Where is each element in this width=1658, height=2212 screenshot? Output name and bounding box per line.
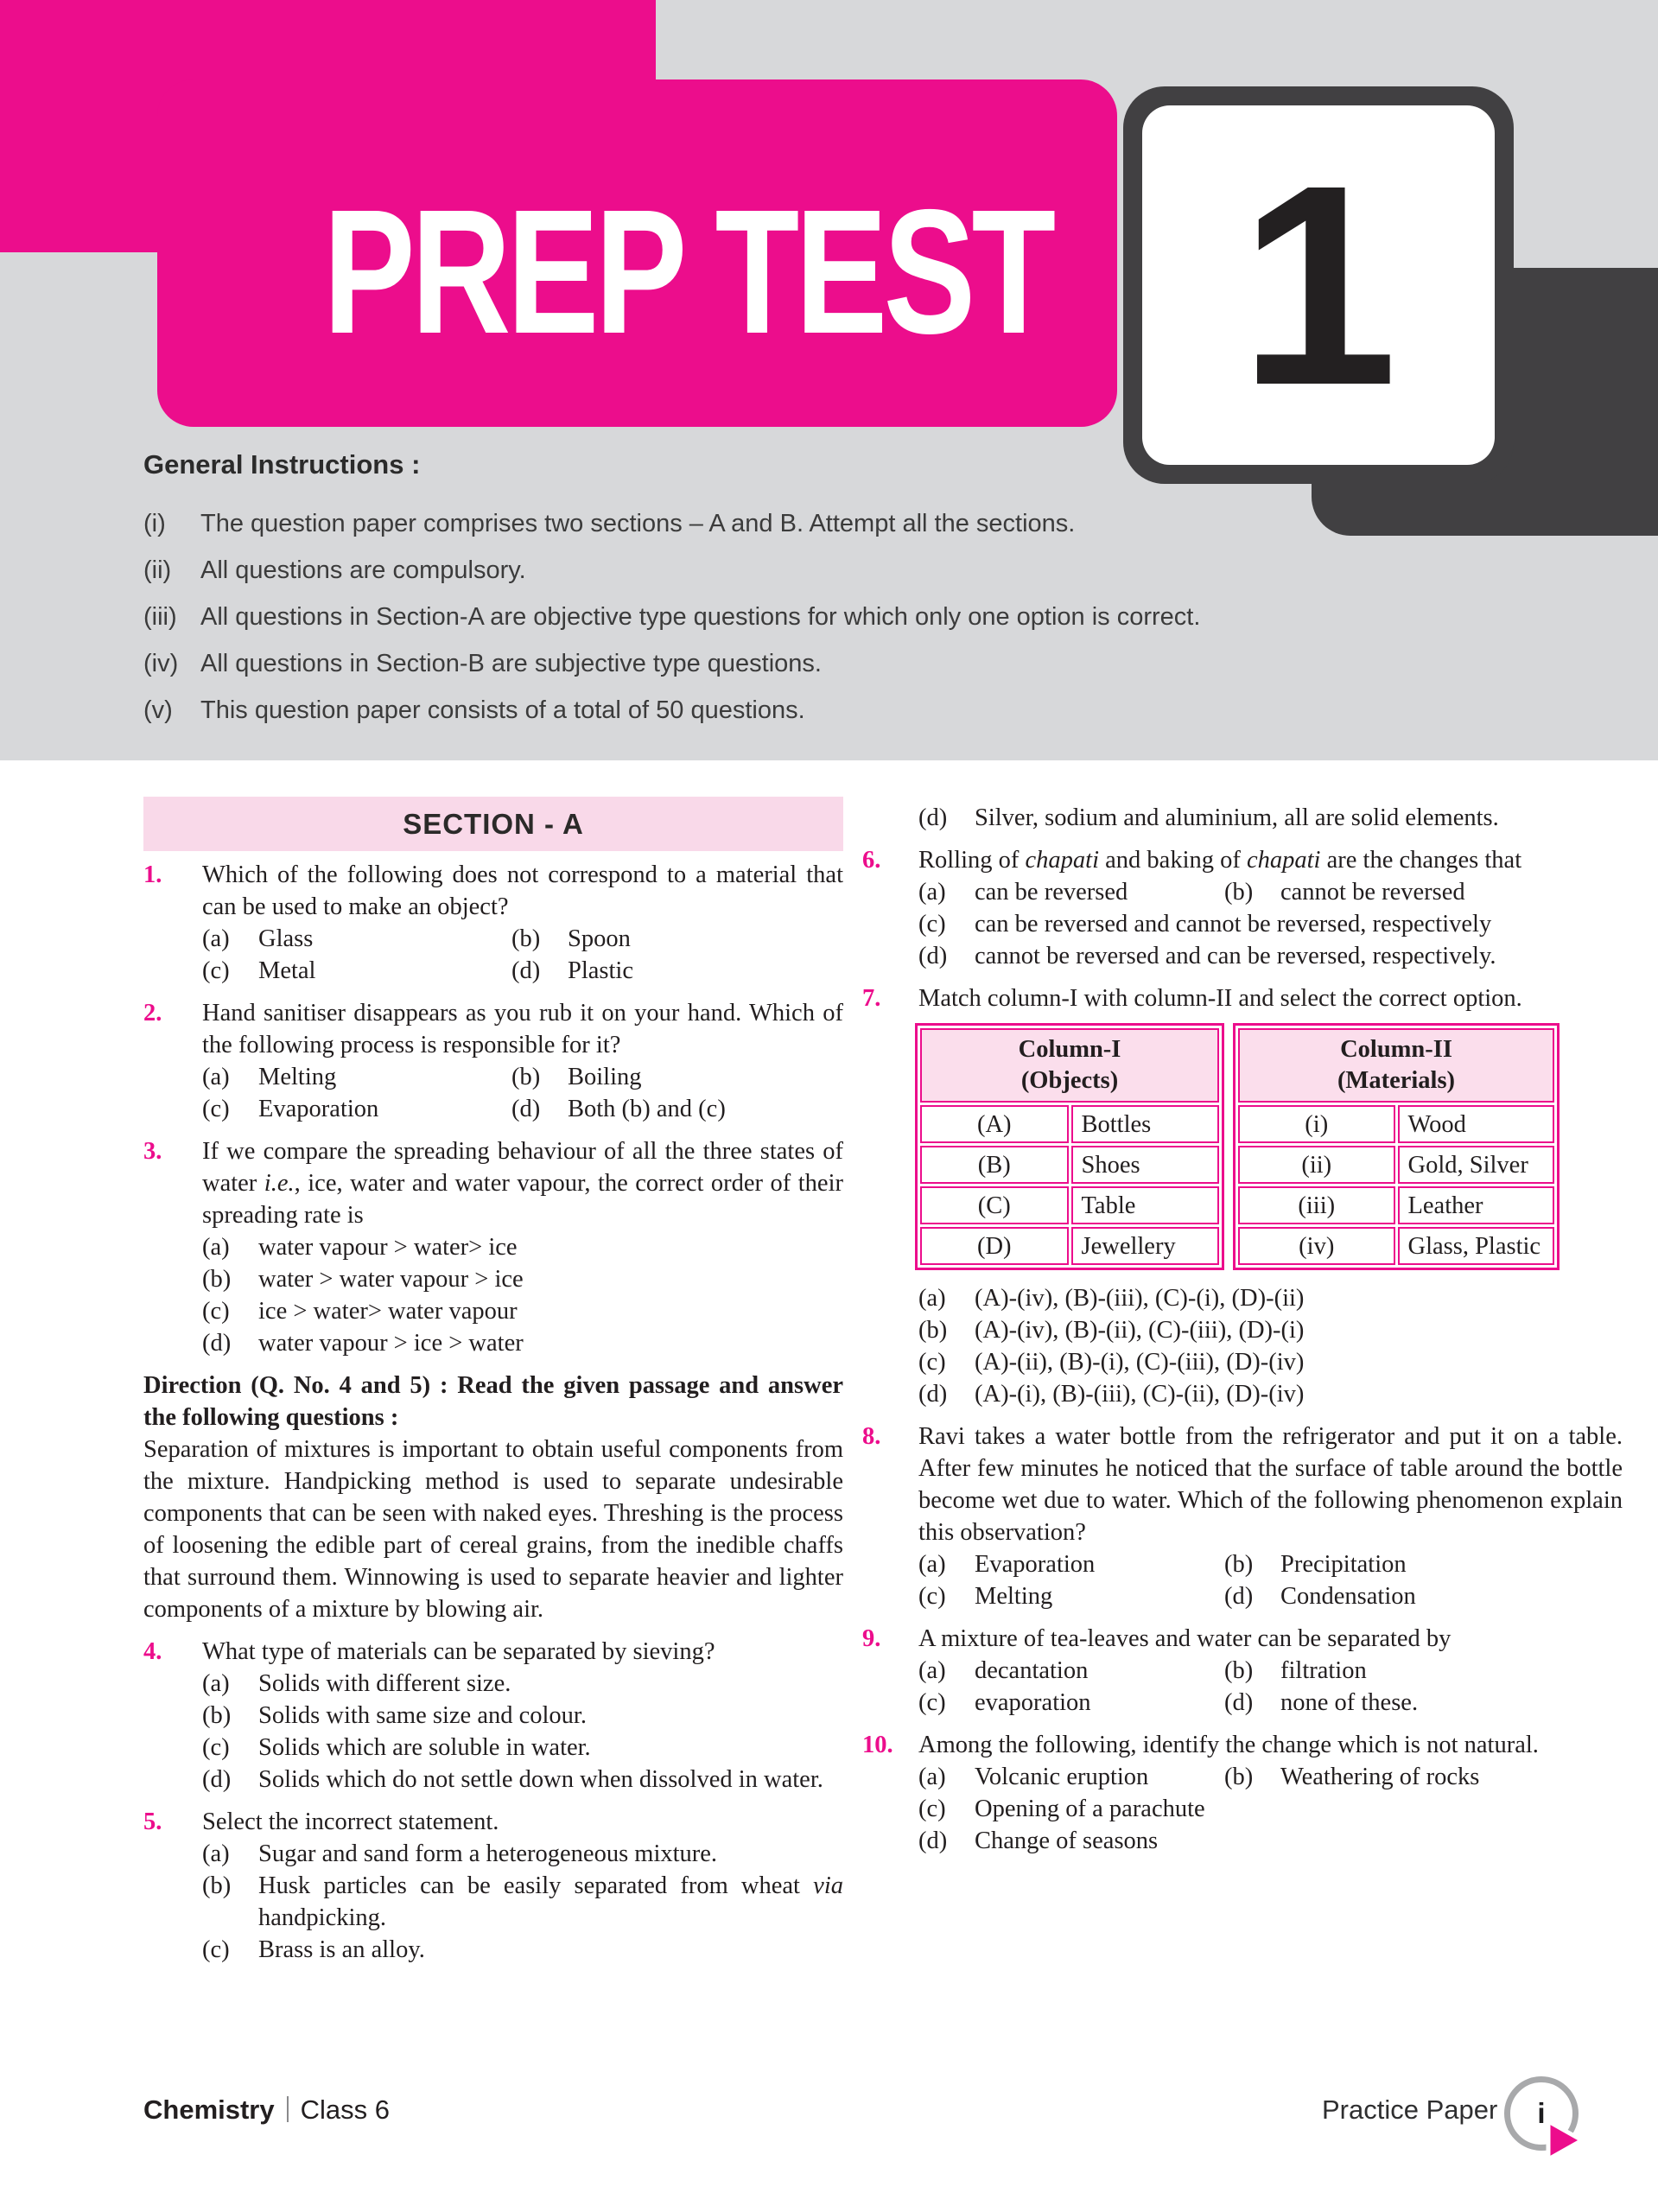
- option-label: (d): [918, 1381, 948, 1408]
- italic-text: chapati: [1246, 847, 1321, 874]
- option-b: [1224, 1548, 1623, 1580]
- question-text: Ravi takes a water bottle from the refrigerator and put it on a table. After few minutes he noticed that the surface of table around the bottle become wet due to water. Which of the following phenomenon explain this observation?: [918, 1423, 1623, 1546]
- option-d: [918, 1378, 1623, 1410]
- option-text: Solids with different size.: [258, 1670, 511, 1697]
- option-d: [1224, 1580, 1623, 1612]
- instruction-text: This question paper consists of a total of 50 questions.: [200, 696, 805, 724]
- option-d: [918, 1825, 1623, 1857]
- column-1-header: [920, 1028, 1219, 1103]
- option-text: Opening of a parachute: [975, 1796, 1205, 1822]
- question-7: [862, 982, 1623, 1410]
- options-grid: [918, 1548, 1623, 1612]
- option-label: (b): [202, 1872, 232, 1899]
- option-a: [918, 1282, 1623, 1314]
- text-part: and baking of: [1099, 847, 1247, 874]
- option-text: water > water vapour > ice: [258, 1266, 524, 1293]
- footer-divider: [287, 2096, 289, 2122]
- options-grid: [202, 1061, 843, 1125]
- instruction-text: All questions in Section-A are objective type questions for which only one option is correct.: [200, 603, 1201, 631]
- header-line: Column-I: [1018, 1036, 1121, 1063]
- instructions-heading: General Instructions :: [143, 449, 421, 480]
- option-label: (a): [202, 925, 230, 952]
- question-number: 2.: [143, 1000, 162, 1027]
- option-label: (a): [202, 1234, 230, 1261]
- row-value: Shoes: [1071, 1146, 1220, 1184]
- option-text: Evaporation: [258, 1096, 379, 1122]
- option-text: Solids with same size and colour.: [258, 1702, 587, 1729]
- option-text: Solids which are soluble in water.: [258, 1734, 591, 1761]
- option-label: (d): [1224, 1583, 1254, 1610]
- option-text: Condensation: [1280, 1583, 1416, 1610]
- italic-text: i.e.: [264, 1170, 295, 1197]
- text-part: , ice, water and water vapour, the correct order of their spreading rate is: [202, 1170, 843, 1229]
- option-a: [202, 923, 511, 955]
- option-b: [511, 923, 843, 955]
- option-text: Glass: [258, 925, 314, 952]
- option-c: [202, 1934, 843, 1966]
- option-c: [202, 1732, 843, 1764]
- option-text: Spoon: [568, 925, 631, 952]
- instruction-item: [143, 648, 1258, 680]
- table-row: [920, 1146, 1219, 1184]
- option-a: [918, 1655, 1224, 1687]
- instruction-label: (iii): [143, 603, 177, 631]
- question-text: [202, 1135, 843, 1231]
- question-number: 6.: [862, 847, 881, 874]
- option-text: [258, 1870, 843, 1934]
- table-row: [1238, 1186, 1554, 1224]
- option-text: Evaporation: [975, 1551, 1096, 1578]
- question-text: Which of the following does not correspond to a material that can be used to make an object?: [202, 861, 843, 920]
- page-title: PREP TEST: [323, 173, 1052, 371]
- option-label: (a): [918, 1657, 946, 1684]
- passage-text: Separation of mixtures is important to obtain useful components from the mixture. Handpicking method is used to separate undesirable components that can be seen with naked eyes. Threshing is the process of loosening the edible part of cereal grains, from the inedible chaffs that surround them. Winnowing is used to separate heavier and lighter components of a mixture by blowing air.: [143, 1436, 843, 1623]
- option-text: Brass is an alloy.: [258, 1936, 425, 1963]
- option-text: Volcanic eruption: [975, 1764, 1149, 1790]
- option-d: [202, 1764, 843, 1796]
- option-b: [202, 1263, 843, 1295]
- option-d: [918, 802, 1623, 834]
- option-a: [202, 1668, 843, 1700]
- header-line: (Materials): [1337, 1067, 1456, 1094]
- page-arrow-icon: [1543, 2117, 1588, 2164]
- option-label: (d): [918, 943, 948, 969]
- option-label: (b): [511, 925, 541, 952]
- text-part: Husk particles can be easily separated from wheat: [258, 1872, 814, 1899]
- question-text: Match column-I with column-II and select the correct option.: [918, 985, 1522, 1012]
- footer-label: Practice Paper: [1322, 2094, 1498, 2125]
- instruction-text: The question paper comprises two sections – A and B. Attempt all the sections.: [200, 510, 1076, 537]
- column-2-header: [1238, 1028, 1554, 1103]
- option-text: water vapour > water> ice: [258, 1234, 518, 1261]
- row-label: (C): [920, 1186, 1069, 1224]
- option-label: (c): [918, 911, 946, 938]
- options-grid: [918, 876, 1623, 908]
- instruction-label: (i): [143, 510, 166, 537]
- option-label: (a): [918, 1764, 946, 1790]
- text-part: are the changes that: [1320, 847, 1522, 874]
- option-b: [1224, 876, 1623, 908]
- option-d: [511, 1093, 843, 1125]
- option-label: (d): [918, 1827, 948, 1854]
- option-label: (a): [202, 1064, 230, 1090]
- option-text: can be reversed: [975, 879, 1128, 906]
- option-label: (a): [918, 1551, 946, 1578]
- option-label: (c): [918, 1689, 946, 1716]
- question-2: [143, 997, 843, 1125]
- option-b: [918, 1314, 1623, 1346]
- direction-note: Direction (Q. No. 4 and 5) : Read the given passage and answer the following questions :: [143, 1372, 843, 1431]
- row-label: (iii): [1238, 1186, 1395, 1224]
- option-a: [918, 1761, 1224, 1793]
- instruction-text: All questions are compulsory.: [200, 556, 526, 584]
- question-text: What type of materials can be separated by sieving?: [202, 1638, 715, 1665]
- option-text: filtration: [1280, 1657, 1367, 1684]
- option-label: (d): [202, 1330, 232, 1357]
- row-label: (i): [1238, 1105, 1395, 1143]
- option-label: (c): [202, 957, 230, 984]
- option-text: (A)-(ii), (B)-(i), (C)-(iii), (D)-(iv): [975, 1349, 1305, 1376]
- question-5-option-d-continued: [862, 802, 1623, 834]
- column-2-table: [1233, 1023, 1560, 1270]
- option-b: [202, 1870, 843, 1934]
- question-text: Among the following, identify the change which is not natural.: [918, 1732, 1539, 1758]
- subject-name: Chemistry: [143, 2094, 275, 2125]
- row-value: Gold, Silver: [1398, 1146, 1555, 1184]
- question-1: [143, 859, 843, 987]
- general-instructions: [143, 449, 1258, 741]
- option-text: (A)-(iv), (B)-(iii), (C)-(i), (D)-(ii): [975, 1285, 1305, 1312]
- left-column: [143, 859, 843, 1976]
- option-label: (b): [202, 1266, 232, 1293]
- option-text: (A)-(iv), (B)-(ii), (C)-(iii), (D)-(i): [975, 1317, 1305, 1344]
- option-text: cannot be reversed and can be reversed, respectively.: [975, 943, 1496, 969]
- option-a: [918, 876, 1224, 908]
- row-label: (ii): [1238, 1146, 1395, 1184]
- question-number: 1.: [143, 861, 162, 888]
- option-label: (a): [202, 1840, 230, 1867]
- question-number: 4.: [143, 1638, 162, 1665]
- question-number-spacer: [862, 802, 918, 834]
- option-text: cannot be reversed: [1280, 879, 1465, 906]
- instruction-item: [143, 555, 1258, 587]
- option-label: (c): [202, 1096, 230, 1122]
- option-label: (c): [202, 1936, 230, 1963]
- row-label: (A): [920, 1105, 1069, 1143]
- option-text: Precipitation: [1280, 1551, 1407, 1578]
- option-text: Plastic: [568, 957, 633, 984]
- option-label: (d): [202, 1766, 232, 1793]
- option-label: (b): [918, 1317, 948, 1344]
- question-text: Select the incorrect statement.: [202, 1808, 499, 1835]
- column-1-table: [915, 1023, 1224, 1270]
- option-text: decantation: [975, 1657, 1089, 1684]
- option-c: [918, 1346, 1623, 1378]
- instruction-label: (ii): [143, 556, 172, 584]
- option-c: [202, 1295, 843, 1327]
- option-text: Boiling: [568, 1064, 642, 1090]
- option-text: (A)-(i), (B)-(iii), (C)-(ii), (D)-(iv): [975, 1381, 1305, 1408]
- option-label: (d): [918, 804, 948, 831]
- question-3: [143, 1135, 843, 1359]
- option-text: Melting: [975, 1583, 1053, 1610]
- option-text: can be reversed and cannot be reversed, respectively: [975, 911, 1492, 938]
- question-number: 7.: [862, 985, 881, 1012]
- instruction-item: [143, 601, 1258, 633]
- question-number: 5.: [143, 1808, 162, 1835]
- option-text: ice > water> water vapour: [258, 1298, 518, 1325]
- question-text: Hand sanitiser disappears as you rub it on your hand. Which of the following process is responsible for it?: [202, 1000, 843, 1058]
- option-text: water vapour > ice > water: [258, 1330, 524, 1357]
- option-text: Change of seasons: [975, 1827, 1159, 1854]
- question-8: [862, 1421, 1623, 1612]
- question-6: [862, 844, 1623, 972]
- row-label: (iv): [1238, 1227, 1395, 1265]
- text-part: Rolling of: [918, 847, 1026, 874]
- row-label: (B): [920, 1146, 1069, 1184]
- instruction-item: [143, 508, 1258, 540]
- option-label: (b): [1224, 1764, 1254, 1790]
- option-text: Weathering of rocks: [1280, 1764, 1480, 1790]
- option-c: [918, 1580, 1224, 1612]
- option-d: [202, 1327, 843, 1359]
- option-a: [202, 1061, 511, 1093]
- row-value: Jewellery: [1071, 1227, 1220, 1265]
- row-value: Table: [1071, 1186, 1220, 1224]
- question-4: [143, 1636, 843, 1796]
- option-text: Solids which do not settle down when dissolved in water.: [258, 1766, 823, 1793]
- question-5: [143, 1806, 843, 1966]
- option-c: [918, 908, 1623, 940]
- right-column: [862, 802, 1623, 1867]
- header-line: (Objects): [1020, 1067, 1119, 1094]
- option-label: (a): [202, 1670, 230, 1697]
- instruction-label: (v): [143, 696, 173, 724]
- question-9: [862, 1623, 1623, 1719]
- option-text: Sugar and sand form a heterogeneous mixture.: [258, 1840, 718, 1867]
- options-grid: [918, 1655, 1623, 1719]
- question-text: [918, 844, 1623, 876]
- header-line: Column-II: [1340, 1036, 1452, 1063]
- option-d: [511, 955, 843, 987]
- option-label: (b): [1224, 1551, 1254, 1578]
- table-row: [1238, 1146, 1554, 1184]
- option-label: (d): [511, 1096, 541, 1122]
- option-label: (b): [1224, 1657, 1254, 1684]
- row-value: Bottles: [1071, 1105, 1220, 1143]
- option-text: none of these.: [1280, 1689, 1419, 1716]
- table-row: [1238, 1105, 1554, 1143]
- option-c: [918, 1793, 1623, 1825]
- options-grid: [202, 923, 843, 987]
- option-a: [202, 1838, 843, 1870]
- table-row: [920, 1105, 1219, 1143]
- option-b: [1224, 1655, 1623, 1687]
- italic-text: via: [813, 1872, 843, 1899]
- instruction-label: (iv): [143, 650, 179, 677]
- table-row: [920, 1227, 1219, 1265]
- option-text: Both (b) and (c): [568, 1096, 726, 1122]
- text-part: handpicking.: [258, 1904, 387, 1931]
- test-number-badge: 1: [1142, 105, 1495, 465]
- option-text: evaporation: [975, 1689, 1091, 1716]
- text-part: If we compare the spreading behaviour of all the three states of water: [202, 1138, 843, 1197]
- row-value: Glass, Plastic: [1398, 1227, 1555, 1265]
- option-label: (d): [511, 957, 541, 984]
- class-label: Class 6: [300, 2094, 390, 2125]
- question-text: A mixture of tea-leaves and water can be separated by: [918, 1625, 1452, 1652]
- option-text: Melting: [258, 1064, 337, 1090]
- option-label: (b): [202, 1702, 232, 1729]
- option-c: [202, 955, 511, 987]
- option-label: (c): [918, 1583, 946, 1610]
- question-number: 10.: [862, 1732, 893, 1758]
- option-label: (c): [918, 1349, 946, 1376]
- italic-text: chapati: [1025, 847, 1100, 874]
- option-label: (a): [918, 1285, 946, 1312]
- option-b: [202, 1700, 843, 1732]
- options-grid: [918, 1761, 1623, 1793]
- table-row: [920, 1186, 1219, 1224]
- option-d: [1224, 1687, 1623, 1719]
- section-a-heading: SECTION - A: [143, 797, 843, 851]
- page-number-circle: i: [1504, 2076, 1579, 2151]
- question-number: 3.: [143, 1138, 162, 1165]
- row-value: Leather: [1398, 1186, 1555, 1224]
- footer-subject: [143, 2094, 390, 2126]
- instruction-text: All questions in Section-B are subjective type questions.: [200, 650, 822, 677]
- option-d: [918, 940, 1623, 972]
- question-10: [862, 1729, 1623, 1857]
- option-b: [511, 1061, 843, 1093]
- table-row: [1238, 1227, 1554, 1265]
- option-c: [202, 1093, 511, 1125]
- option-label: (c): [202, 1298, 230, 1325]
- option-label: (a): [918, 879, 946, 906]
- instruction-item: [143, 695, 1258, 727]
- option-a: [918, 1548, 1224, 1580]
- option-label: (b): [1224, 879, 1254, 906]
- question-number: 9.: [862, 1625, 881, 1652]
- option-label: (d): [1224, 1689, 1254, 1716]
- question-number: 8.: [862, 1423, 881, 1450]
- option-text: Metal: [258, 957, 316, 984]
- option-text: Silver, sodium and aluminium, all are solid elements.: [975, 804, 1499, 831]
- option-a: [202, 1231, 843, 1263]
- option-label: (b): [511, 1064, 541, 1090]
- option-c: [918, 1687, 1224, 1719]
- row-label: (D): [920, 1227, 1069, 1265]
- match-table: [915, 1023, 1623, 1270]
- option-b: [1224, 1761, 1623, 1793]
- row-value: Wood: [1398, 1105, 1555, 1143]
- option-label: (c): [202, 1734, 230, 1761]
- option-label: (c): [918, 1796, 946, 1822]
